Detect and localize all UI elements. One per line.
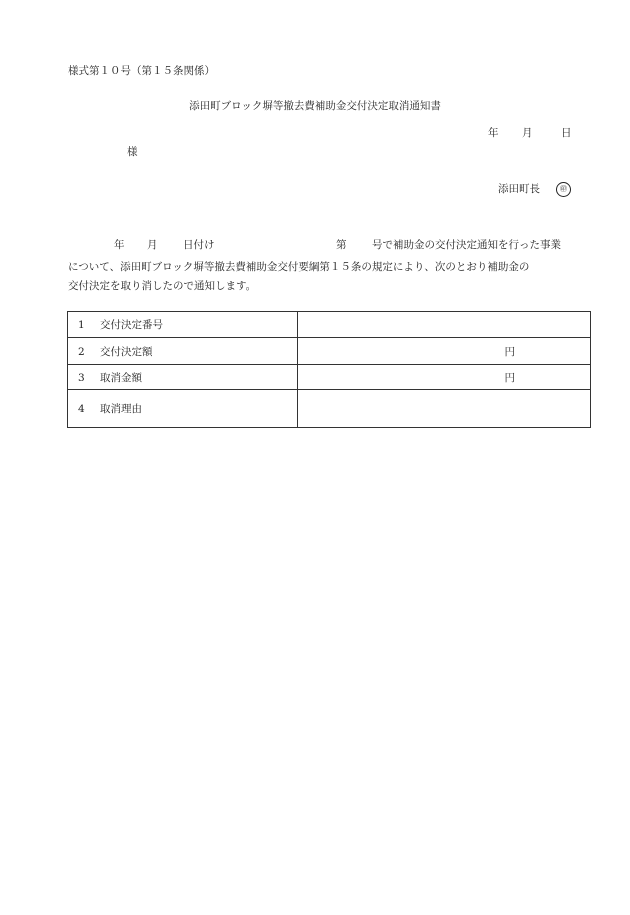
- body-month: 月: [147, 239, 158, 251]
- row-label: 交付決定額: [100, 345, 153, 358]
- date-day: 日: [561, 127, 572, 139]
- row-label: 取消理由: [100, 403, 142, 415]
- row-label-cell: [68, 312, 298, 338]
- row-label: 交付決定番号: [100, 319, 163, 331]
- row-number: 4: [78, 403, 85, 415]
- row-value-cell: [298, 312, 591, 338]
- date-year: 年: [488, 127, 499, 139]
- row-label: 取消金額: [100, 371, 142, 384]
- issuer-name: 添田町長: [498, 183, 540, 195]
- row-number: 2: [78, 345, 85, 358]
- row-number: 1: [78, 319, 85, 331]
- row-label-cell: [68, 338, 298, 365]
- row-value-cell: [298, 390, 591, 428]
- seal-mark: ㊞: [556, 182, 571, 197]
- row-label-cell: [68, 390, 298, 428]
- body-line-2: について、添田町ブロック塀等撤去費補助金交付要綱第１５条の規定により、次のとおり補助金の: [68, 261, 530, 273]
- row-value-cell: 円: [298, 365, 591, 390]
- date-month: 月: [522, 127, 533, 139]
- document-title: 添田町ブロック塀等撤去費補助金交付決定取消通知書: [189, 100, 441, 112]
- table-row: [68, 338, 591, 365]
- row-label-cell: [68, 365, 298, 390]
- body-day: 日付け: [183, 239, 215, 251]
- body-year: 年: [114, 239, 125, 251]
- form-number: 様式第１０号（第１５条関係）: [68, 65, 215, 77]
- row-value-cell: 円: [298, 338, 591, 365]
- addressee-suffix: 様: [127, 146, 138, 158]
- table-row: [68, 312, 591, 338]
- body-line-1-rest: 号で補助金の交付決定通知を行った事業: [372, 239, 561, 251]
- table-row: [68, 390, 591, 428]
- info-table: [67, 311, 591, 428]
- table-row: [68, 365, 591, 390]
- body-number-prefix: 第: [336, 239, 347, 251]
- row-number: 3: [78, 371, 85, 384]
- body-line-3: 交付決定を取り消したので通知します。: [68, 280, 257, 292]
